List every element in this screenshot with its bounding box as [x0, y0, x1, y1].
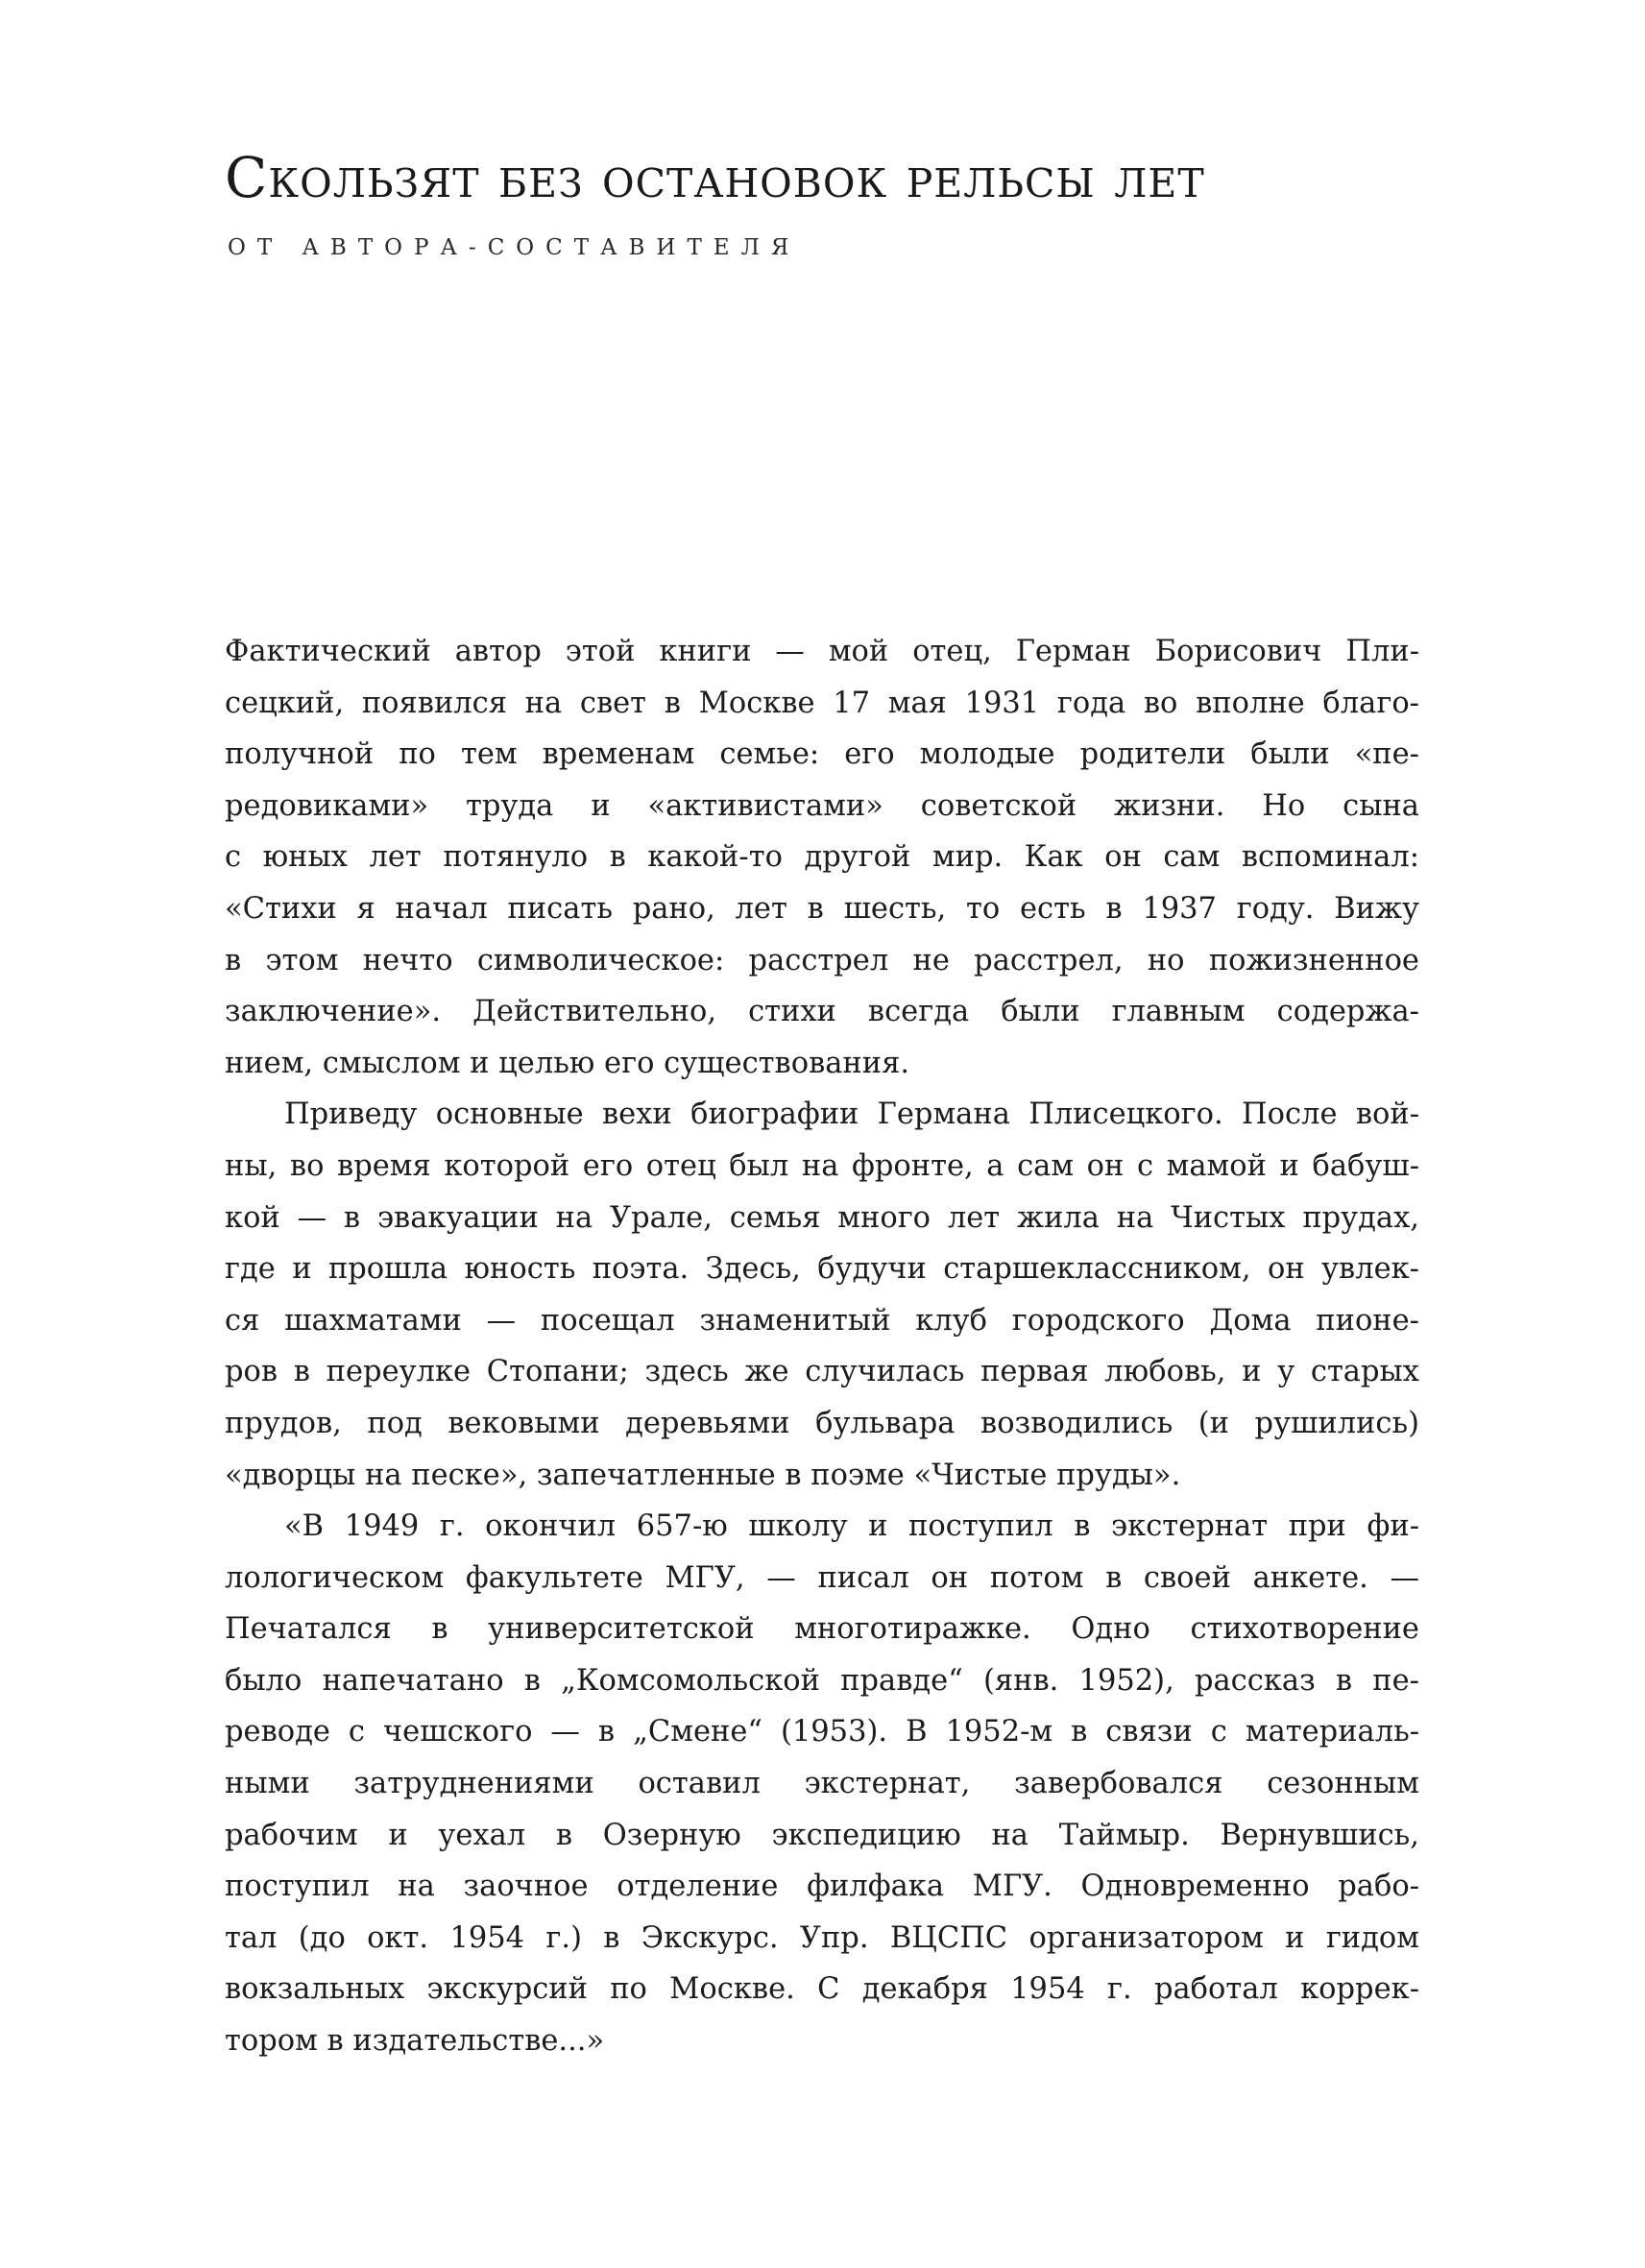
text-line: тором в издательстве...»: [225, 2024, 605, 2059]
text-line: «В 1949 г. окончил 657-ю школу и поступил в экстернат при фи-: [284, 1509, 1419, 1544]
text-line: редовиками» труда и «активистами» советской жизни. Но сына: [225, 788, 1419, 823]
text-line: получной по тем временам семье: его молодые родители были «пе-: [225, 737, 1419, 772]
text-line: Печатался в университетской многотиражке. Одно стихотворение: [225, 1612, 1419, 1647]
text-line: заключение». Действительно, стихи всегда были главным содержа-: [225, 995, 1419, 1029]
text-line: ными затруднениями оставил экстернат, завербовался сезонным: [225, 1767, 1419, 1801]
text-line: Фактический автор этой книги — мой отец, Герман Борисович Пли-: [225, 635, 1419, 668]
text-line: поступил на заочное отделение филфака МГУ. Одновременно рабо-: [225, 1870, 1419, 1904]
text-line: нием, смыслом и целью его существования.: [225, 1046, 910, 1080]
text-line: ны, во время которой его отец был на фронте, а сам он с мамой и бабуш-: [225, 1148, 1419, 1183]
text-line: вокзальных экскурсий по Москве. С декабря 1954 г. работал коррек-: [225, 1972, 1419, 2007]
text-line: рабочим и уехал в Озерную экспедицию на Таймыр. Вернувшись,: [225, 1818, 1419, 1852]
text-line: прудов, под вековыми деревьями бульвара возводились (и рушились): [225, 1406, 1419, 1440]
text-line: Приведу основные вехи биографии Германа Плисецкого. После вой-: [284, 1098, 1419, 1132]
text-line: тал (до окт. 1954 г.) в Экскурс. Упр. ВЦСПС организатором и гидом: [225, 1920, 1419, 1955]
text-line: кой — в эвакуации на Урале, семья много лет жила на Чистых прудах,: [225, 1200, 1419, 1235]
text-line: было напечатано в „Комсомольской правде“ (янв. 1952), рассказ в пе-: [225, 1663, 1419, 1698]
text-line: реводе с чешского — в „Смене“ (1953). В 1952-м в связи с материаль-: [225, 1715, 1419, 1749]
text-line: в этом нечто символическое: расстрел не расстрел, но пожизненное: [225, 943, 1419, 977]
chapter-title: Скользят без остановок рельсы лет: [225, 145, 1205, 210]
text-line: ров в переулке Стопани; здесь же случилась первая любовь, и у старых: [225, 1355, 1419, 1389]
text-line: лологическом факультете МГУ, — писал он потом в своей анкете. —: [225, 1560, 1419, 1595]
text-line: «дворцы на песке», запечатленные в поэме «Чистые пруды».: [225, 1458, 1181, 1492]
body-text: [225, 626, 1419, 2067]
text-line: сецкий, появился на свет в Москве 17 мая 1931 года во вполне благо-: [225, 686, 1419, 720]
paragraph: [225, 626, 1419, 1089]
text-line: с юных лет потянуло в какой-то другой мир. Как он сам вспоминал:: [225, 840, 1419, 875]
text-line: ся шахматами — посещал знаменитый клуб городского Дома пионе-: [225, 1303, 1419, 1338]
paragraph: [225, 1501, 1419, 2067]
text-line: где и прошла юность поэта. Здесь, будучи старшеклассником, он увлек-: [225, 1252, 1419, 1287]
text-line: «Стихи я начал писать рано, лет в шесть, то есть в 1937 году. Вижу: [225, 891, 1419, 926]
paragraph: [225, 1089, 1419, 1501]
chapter-subtitle: ОТ АВТОРА-СОСТАВИТЕЛЯ: [228, 235, 801, 260]
